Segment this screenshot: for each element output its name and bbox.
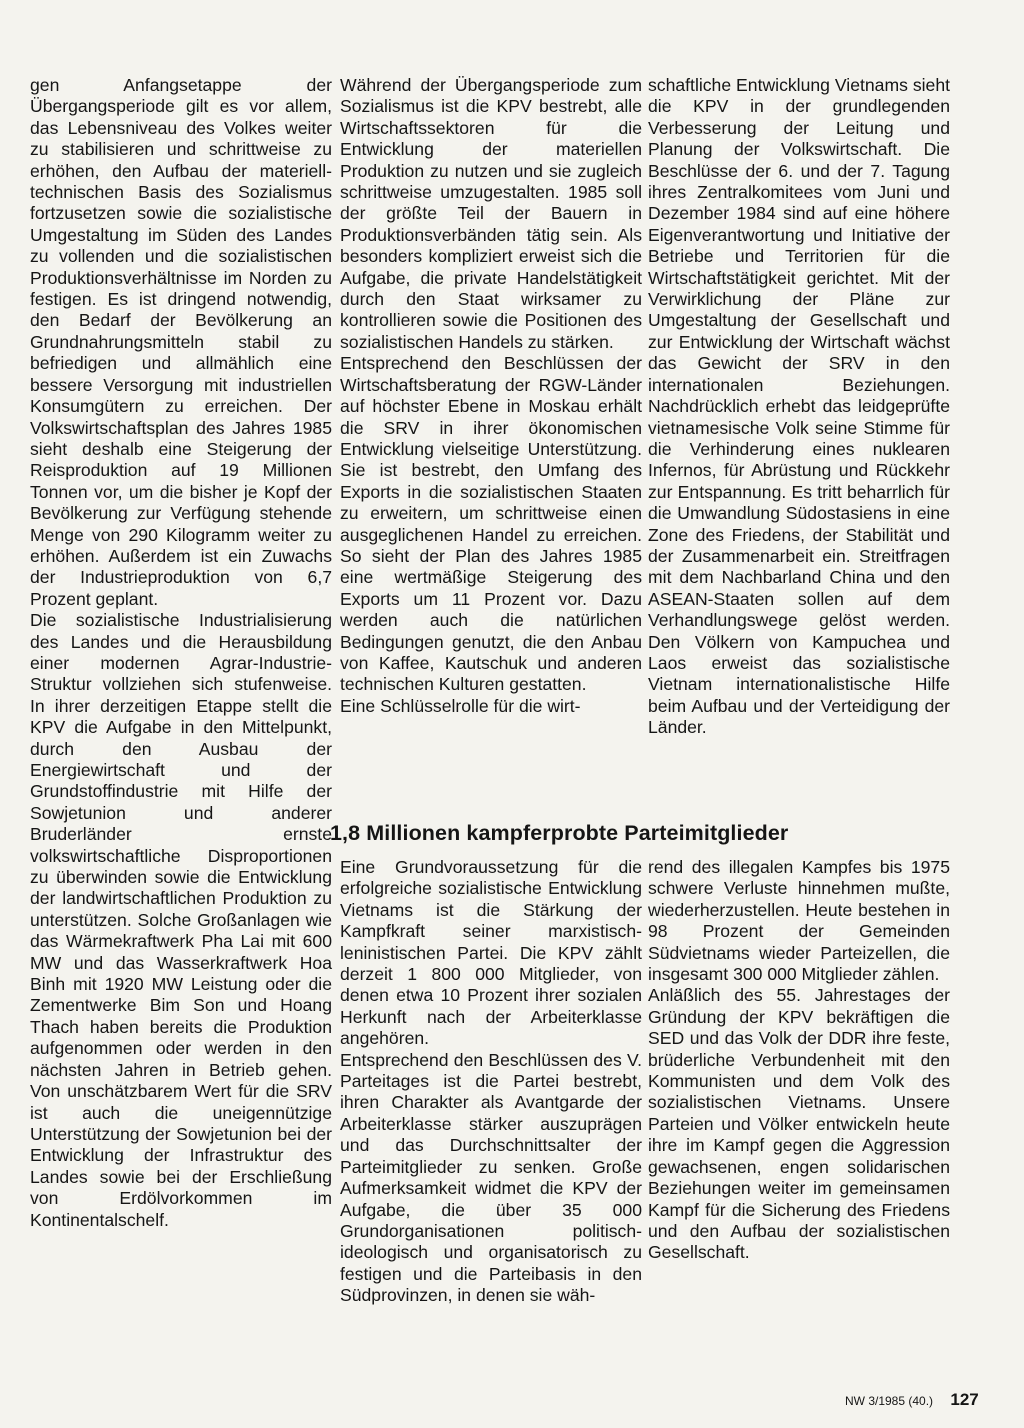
paragraph: gen Anfangsetappe der Übergangsperiode gilt es vor allem, das Lebensniveau des Volkes weiter zu stabilisieren und schrittweise zu erhöhen, den Aufbau der materiell-technischen Basis des Sozialismus fortzusetzen sowie die sozialistische Umgestaltung im Süden des Landes zu vollenden und die sozialistischen Produktionsverhältnisse im Norden zu festigen. Es ist dringend notwendig, den Bedarf der Bevölkerung an Grundnahrungsmitteln stabil zu befriedigen und allmählich eine bessere Versorgung mit industriellen Konsumgütern zu erreichen. Der Volkswirtschaftsplan des Jahres 1985 sieht deshalb eine Steigerung der Reisproduktion auf 19 Millionen Tonnen vor, um die bisher je Kopf der Bevölkerung zur Verfügung stehende Menge von 290 Kilogramm weiter zu erhöhen. Außerdem ist ein Zuwachs der Industrieproduktion von 6,7 Prozent geplant. (30, 75, 332, 609)
paragraph: Die sozialistische Industrialisierung des Landes und die Herausbildung einer modernen Agrar-Industrie-Struktur vollziehen sich stufenweise. In ihrer derzeitigen Etappe stellt die KPV die Aufgabe in den Mittelpunkt, durch den Ausbau der Energiewirtschaft und der Grundstoffindustrie mit Hilfe der Sowjetunion und anderer Bruderländer ernste volkswirtschaftliche Disproportionen zu überwinden sowie die Entwicklung der landwirtschaftlichen Produktion zu unterstützen. Solche Großanlagen wie das Wärmekraftwerk Pha Lai mit 600 MW und das Wasserkraftwerk Hoa Binh mit 1920 MW Leistung oder die Zementwerke Bim Son und Hoang Thach haben bereits die Produktion aufgenommen oder werden in den nächsten Jahren in Betrieb gehen. Von unschätzbarem Wert für die SRV ist auch die uneigennützige Unterstützung der Sowjetunion bei der Entwicklung der Infrastruktur des Landes sowie bei der Erschließung von Erdölvorkommen im Kontinentalschelf. (30, 610, 332, 1230)
paragraph: Anläßlich des 55. Jahrestages der Gründung der KPV bekräftigen die SED und das Volk der DDR ihre feste, brüderliche Verbundenheit mit den Kommunisten und dem Volk des sozialistischen Vietnams. Unsere Parteien und Völker entwickeln heute ihre im Kampf gegen die Aggression gewachsenen, engen solidarischen Beziehungen weiter im gemeinsamen Kampf für die Sicherung des Friedens und den Aufbau der sozialistischen Gesellschaft. (648, 985, 950, 1263)
paragraph: Eine Grundvoraussetzung für die erfolgreiche sozialistische Entwicklung Vietnams ist die Stärkung der Kampfkraft seiner marxistisch-leninistischen Partei. Die KPV zählt derzeit 1 800 000 Mitglieder, von denen etwa 10 Prozent ihrer sozialen Herkunft nach der Arbeiterklasse angehören. (340, 857, 642, 1049)
text-column-5 (648, 857, 950, 1264)
section-heading: 1,8 Millionen kampferprobte Parteimitglieder (330, 821, 789, 845)
text-column-4 (340, 857, 642, 1307)
paragraph: schaftliche Entwicklung Vietnams sieht die KPV in der grundlegenden Verbesserung der Leitung und Planung der Volkswirtschaft. Die Beschlüsse der 6. und der 7. Tagung ihres Zentralkomitees vom Juni und Dezember 1984 sind auf eine höhere Eigenverantwortung und Initiative der Betriebe und Territorien für die Wirtschaftstätigkeit gerichtet. Mit der Verwirklichung der Pläne zur Umgestaltung der Gesellschaft und zur Entwicklung der Wirtschaft wächst das Gewicht der SRV in den internationalen Beziehungen. Nachdrücklich erhebt das leidgeprüfte vietnamesische Volk seine Stimme für die Verhinderung eines nuklearen Infernos, für Abrüstung und Rückkehr zur Entspannung. Es tritt beharrlich für die Umwandlung Südostasiens in eine Zone des Friedens, der Stabilität und der Zusammenarbeit ein. Streitfragen mit dem Nachbarland China und den ASEAN-Staaten sollen auf dem Verhandlungswege gelöst werden. Den Völkern von Kampuchea und Laos erweist das sozialistische Vietnam internationalistische Hilfe beim Aufbau und der Verteidigung der Länder. (648, 75, 950, 738)
page-footer (845, 1392, 979, 1409)
paragraph: Entsprechend den Beschlüssen des V. Parteitages ist die Partei bestrebt, ihren Charakter als Avantgarde der Arbeiterklasse stärker auszuprägen und das Durchschnittsalter der Parteimitglieder zu senken. Große Aufmerksamkeit widmet die KPV der Aufgabe, die über 35 000 Grundorganisationen politisch-ideologisch und organisatorisch zu festigen und die Parteibasis in den Südprovinzen, in denen sie wäh- (340, 1049, 642, 1306)
text-column-2 (340, 75, 642, 717)
paragraph: Eine Schlüsselrolle für die wirt- (340, 695, 581, 716)
paragraph: rend des illegalen Kampfes bis 1975 schwere Verluste hinnehmen mußte, wiederherzustellen. Heute bestehen in 98 Prozent der Gemeinden Südvietnams wieder Parteizellen, die insgesamt 300 000 Mitglieder zählen. (648, 857, 950, 985)
publication-source: NW 3/1985 (40.) (845, 1394, 934, 1408)
paragraph: Entsprechend den Beschlüssen der Wirtschaftsberatung der RGW-Länder auf höchster Ebene in Moskau erhält die SRV in ihrer ökonomischen Entwicklung vielseitige Unterstützung. Sie ist bestrebt, den Umfang des Exports in die sozialistischen Staaten zu erweitern, um schrittweise einen ausgeglichenen Handel zu erreichen. So sieht der Plan des Jahres 1985 eine wertmäßige Steigerung des Exports um 11 Prozent vor. Dazu werden auch die natürlichen Bedingungen genutzt, die den Anbau von Kaffee, Kautschuk und anderen technischen Kulturen gestatten. (340, 353, 642, 695)
text-column-3 (648, 75, 950, 739)
page-number: 127 (950, 1390, 979, 1409)
paragraph: Während der Übergangsperiode zum Sozialismus ist die KPV bestrebt, alle Wirtschaftssektoren für die Entwicklung der materiellen Produktion zu nutzen und sie zugleich schrittweise umzugestalten. 1985 soll der größte Teil der Bauern in Produktionsverbänden tätig sein. Als besonders kompliziert erweist sich die Aufgabe, die private Handelstätigkeit durch den Staat wirksamer zu kontrollieren sowie die Positionen des sozialistischen Handels zu stärken. (340, 75, 642, 352)
text-column-1 (30, 75, 332, 1231)
